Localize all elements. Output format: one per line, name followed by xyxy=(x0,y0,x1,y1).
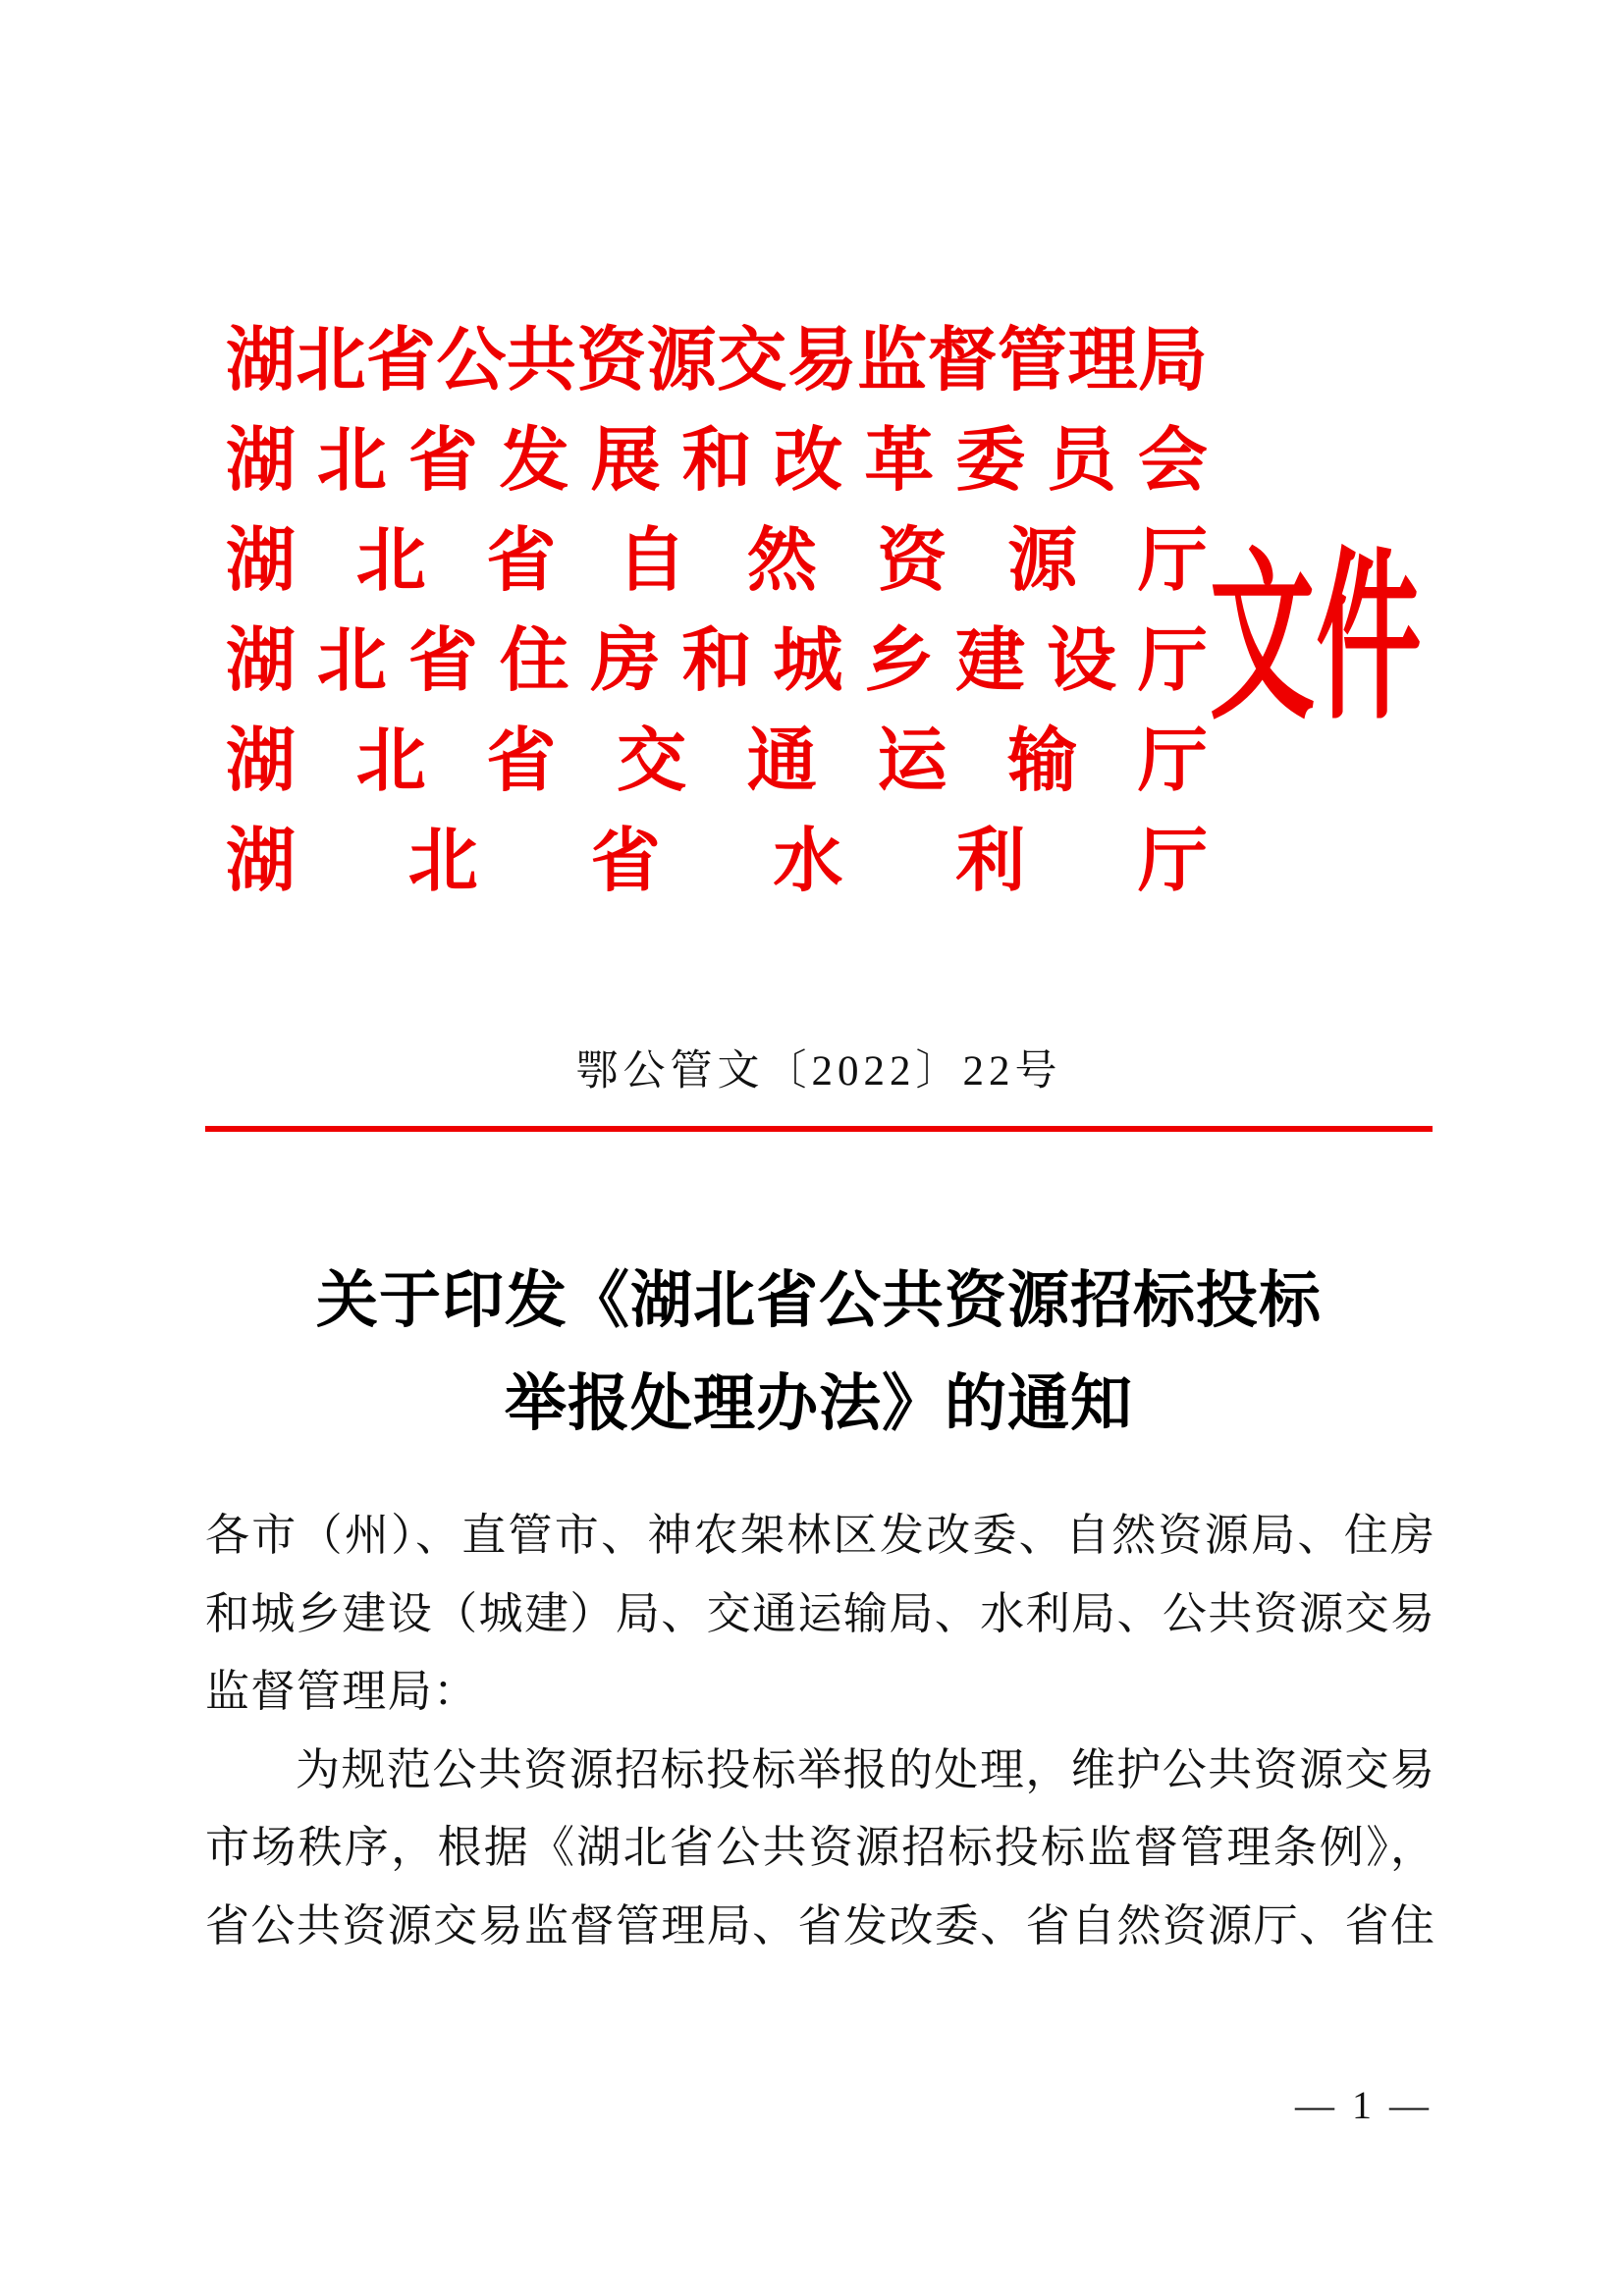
red-divider-line xyxy=(205,1126,1433,1132)
agency-char: 自 xyxy=(617,522,687,600)
body-line: 为规范公共资源招标投标举报的处理，维护公共资源交易 xyxy=(296,1744,1434,1794)
agency-char: 资 xyxy=(576,322,647,400)
agency-char: 房 xyxy=(590,622,661,700)
agency-char: 厅 xyxy=(1137,722,1208,800)
agency-line xyxy=(226,812,1208,912)
agency-char: 和 xyxy=(681,622,752,700)
agency-char: 交 xyxy=(617,722,687,800)
agency-char: 北 xyxy=(316,422,387,500)
agency-char: 输 xyxy=(1007,722,1078,800)
agency-char: 住 xyxy=(499,622,569,700)
agency-char: 共 xyxy=(506,322,576,400)
agency-char: 湖 xyxy=(226,422,297,500)
agency-char: 省 xyxy=(486,722,557,800)
agency-char: 利 xyxy=(955,823,1026,900)
body-line: 市场秩序，根据《湖北省公共资源招标投标监督管理条例》， xyxy=(205,1823,1434,1872)
doc-type-label: 文件 xyxy=(1210,538,1423,741)
agency-char: 发 xyxy=(499,422,569,500)
agency-char: 厅 xyxy=(1137,622,1208,700)
title-line-2: 举报处理办法》的通知 xyxy=(505,1369,1133,1438)
agency-char: 委 xyxy=(955,422,1026,500)
red-header-agency-list xyxy=(226,311,1208,912)
agency-char: 通 xyxy=(746,722,817,800)
agency-char: 北 xyxy=(355,522,426,600)
agency-char: 水 xyxy=(773,823,843,900)
page-number: — 1 — xyxy=(1295,2083,1433,2127)
agency-line xyxy=(226,511,1208,612)
agency-char: 然 xyxy=(746,522,817,600)
agency-char: 员 xyxy=(1047,422,1117,500)
body-line: 各市（州）、直管市、神农架林区发改委、自然资源局、住房 xyxy=(205,1511,1434,1560)
body-line: 和城乡建设（城建）局、交通运输局、水利局、公共资源交易 xyxy=(205,1588,1434,1638)
agency-char: 省 xyxy=(486,522,557,600)
agency-char: 源 xyxy=(1007,522,1078,600)
agency-line xyxy=(226,311,1208,411)
agency-char: 展 xyxy=(590,422,661,500)
agency-line xyxy=(226,712,1208,812)
agency-char: 和 xyxy=(681,422,752,500)
agency-char: 省 xyxy=(407,422,478,500)
agency-char: 督 xyxy=(927,322,998,400)
agency-char: 湖 xyxy=(226,823,297,900)
agency-char: 资 xyxy=(877,522,947,600)
agency-char: 局 xyxy=(1137,322,1208,400)
agency-char: 北 xyxy=(316,622,387,700)
agency-char: 北 xyxy=(355,722,426,800)
agency-char: 北 xyxy=(407,823,478,900)
agency-char: 省 xyxy=(590,823,661,900)
agency-char: 厅 xyxy=(1137,823,1208,900)
agency-char: 公 xyxy=(436,322,507,400)
title-line-1: 关于印发《湖北省公共资源招标投标 xyxy=(316,1266,1322,1335)
agency-char: 会 xyxy=(1137,422,1208,500)
agency-char: 运 xyxy=(877,722,947,800)
agency-char: 厅 xyxy=(1137,522,1208,600)
agency-char: 湖 xyxy=(226,522,297,600)
agency-char: 湖 xyxy=(226,622,297,700)
agency-char: 省 xyxy=(365,322,436,400)
agency-char: 设 xyxy=(1047,622,1117,700)
agency-char: 易 xyxy=(786,322,857,400)
agency-char: 交 xyxy=(717,322,787,400)
body-text xyxy=(205,1497,1434,1965)
agency-char: 建 xyxy=(955,622,1026,700)
agency-char: 革 xyxy=(864,422,935,500)
doc-number: 鄂公管文〔2022〕22号 xyxy=(575,1048,1062,1095)
agency-char: 省 xyxy=(407,622,478,700)
agency-char: 改 xyxy=(773,422,843,500)
agency-char: 乡 xyxy=(864,622,935,700)
agency-line xyxy=(226,411,1208,511)
agency-char: 管 xyxy=(997,322,1067,400)
agency-char: 湖 xyxy=(226,322,297,400)
document-title xyxy=(205,1250,1433,1456)
agency-char: 北 xyxy=(296,322,366,400)
agency-char: 源 xyxy=(646,322,717,400)
agency-char: 城 xyxy=(773,622,843,700)
agency-char: 湖 xyxy=(226,722,297,800)
agency-char: 理 xyxy=(1067,322,1138,400)
agency-char: 监 xyxy=(857,322,928,400)
agency-line xyxy=(226,612,1208,712)
body-line: 监督管理局： xyxy=(205,1667,479,1716)
body-line: 省公共资源交易监督管理局、省发改委、省自然资源厅、省住 xyxy=(205,1900,1434,1950)
